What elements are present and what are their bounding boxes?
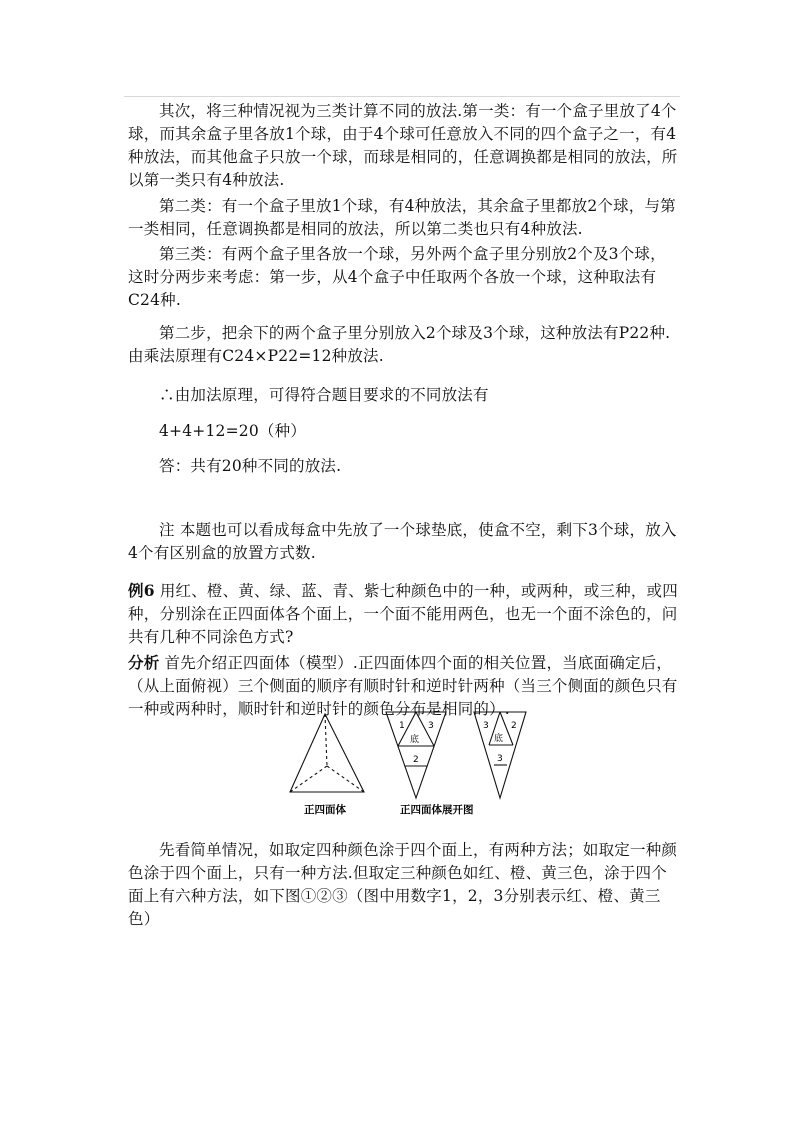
net1-num-top-right: 3 (428, 721, 434, 731)
paragraph-first-class: 其次，将三种情况视为三类计算不同的放法.第一类：有一个盒子里放了4个球，而其余盒子里各放1个球，由于4个球可任意放入不同的四个盒子之一，有4种放法，而其他盒子只放一个球，而球是相同的，任意调换都是相同的放法，所以第一类只有4种放法. (128, 102, 678, 189)
net1-center-label: 底 (410, 735, 420, 745)
net2-num-top-right: 2 (511, 721, 517, 731)
paragraph-second-step: 第二步，把余下的两个盒子里分别放入2个球及3个球，这种放法有P22种.由乘法原理有C24×P22=12种放法. (128, 324, 671, 365)
analysis-text: 首先介绍正四面体（模型）.正四面体四个面的相关位置，当底面确定后，（从上面俯视）三个侧面的顺序有顺时针和逆时针两种（当三个侧面的颜色只有一种或两种时，顺时针和逆时针的颜色分布是相同的）. (128, 654, 678, 718)
paragraph-example6 (128, 579, 680, 649)
paragraph-addition-principle: ∴由加法原理，可得符合题目要求的不同放法有 (159, 386, 489, 404)
header-rule (124, 96, 680, 97)
paragraph-second-class: 第二类：有一个盒子里放1个球，有4种放法，其余盒子里都放2个球，与第一类相同，任意调换都是相同的放法，所以第二类也只有4种放法. (128, 197, 676, 238)
net1-num-bottom: 2 (413, 755, 419, 765)
paragraph-third-class: 第三类：有两个盒子里各放一个球，另外两个盒子里分别放2个及3个球，这时分两步来考虑：第一步，从4个盒子中任取两个各放一个球，这种取法有C24种. (128, 245, 666, 309)
paragraph-answer: 答：共有20种不同的放法. (159, 457, 342, 475)
tetrahedron-solid (290, 714, 364, 792)
example-label: 例6 (128, 581, 155, 600)
net1-num-top-left: 1 (399, 721, 405, 731)
net2-num-bottom: 3 (497, 754, 503, 764)
example-text: 用红、橙、黄、绿、蓝、青、紫七种颜色中的一种，或两种，或三种，或四种，分别涂在正四面体各个面上，一个面不能用两色，也无一个面不涂色的，问共有几种不同涂色方式? (128, 582, 678, 646)
label-tetrahedron: 正四面体 (304, 804, 346, 816)
label-tetrahedron-net: 正四面体展开图 (400, 804, 474, 816)
net2-center-label: 底 (494, 734, 504, 744)
paragraph-note: 注 本题也可以看成每盒中先放了一个球垫底，使盒不空，剩下3个球，放入4个有区别盒的放置方式数. (128, 521, 677, 562)
paragraph-simple-cases: 先看简单情况，如取定四种颜色涂于四个面上，有两种方法；如取定一种颜色涂于四个面上，只有一种方法.但取定三种颜色如红、橙、黄三色，涂于四个面上有六种方法，如下图①②③（图中用数字1，2，3分别表示红、橙、黄三色） (128, 841, 678, 928)
tetrahedron-figure (270, 700, 550, 830)
analysis-label: 分析 (128, 653, 160, 672)
paragraph-sum: 4+4+12=20（种） (159, 422, 307, 440)
net2-num-top-left: 3 (483, 721, 489, 731)
